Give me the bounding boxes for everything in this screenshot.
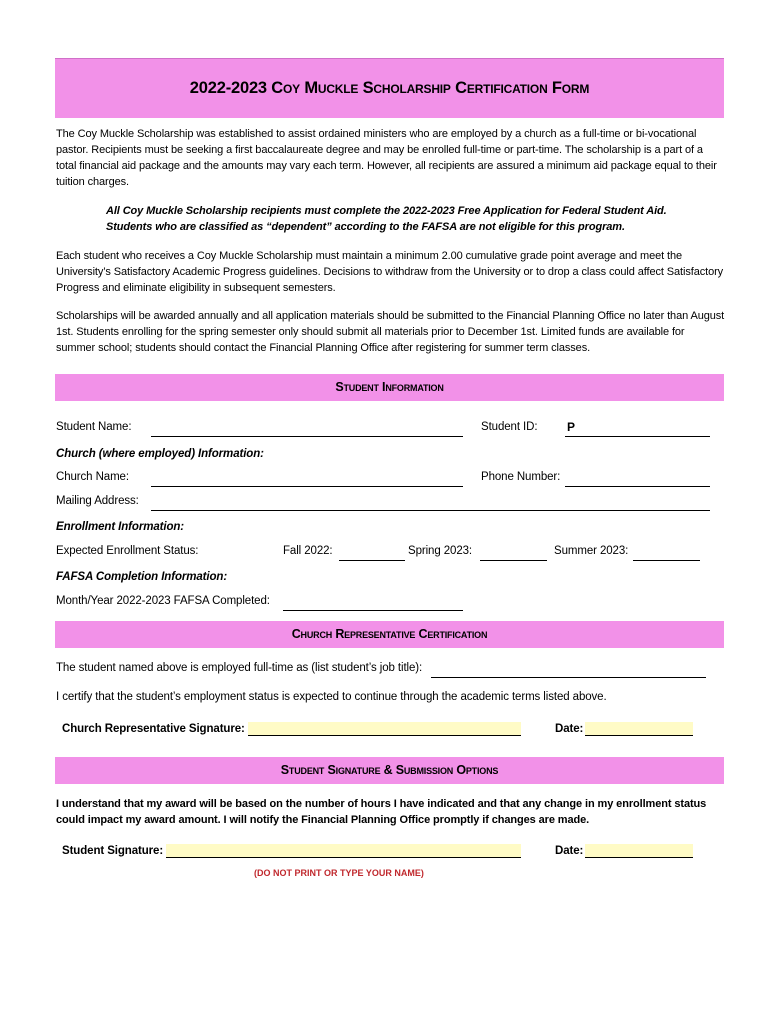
mailing-address-field[interactable] [151,510,710,511]
spring-2023-label: Spring 2023: [408,545,473,557]
student-signature-label: Student Signature: [62,845,164,857]
student-signature-field[interactable] [166,844,521,858]
fall-2022-label: Fall 2022: [283,545,333,557]
fafsa-completed-label: Month/Year 2022-2023 FAFSA Completed: [56,595,270,607]
student-info-band [55,374,724,401]
student-id-field[interactable] [565,436,710,437]
expected-enrollment-label: Expected Enrollment Status: [56,545,199,557]
fafsa-notice: All Coy Muckle Scholarship recipients must complete the 2022-2023 Free Application for Federal Student Aid. Students who are classified as “dependent” according to the FAFSA are not eligible for this program. [106,205,667,233]
summer-2023-label: Summer 2023: [554,545,629,557]
student-info-title: Student Information [335,380,444,394]
student-date-field[interactable] [585,844,693,858]
submission-band [55,757,724,784]
church-rep-signature-field[interactable] [248,722,521,736]
student-name-field[interactable] [151,436,463,437]
church-cert-band [55,621,724,648]
form-title-band [55,58,724,118]
church-rep-date-label: Date: [555,723,584,735]
student-id-label: Student ID: [481,421,538,433]
understand-statement: I understand that my award will be based on the number of hours I have indicated and that any change in my enrollment status could impact my award amount. I will notify the Financial Planning Office promptly if changes are made. [56,798,707,826]
award-paragraph: Scholarships will be awarded annually and all application materials should be submitted to the Financial Planning Office no later than August 1st. Students enrolling for the spring semester only should submit all materials prior to December 1st. Limited funds are available for summer school; students should contact the Financial Planning Office after registering for summer term classes. [56,310,725,354]
certify-statement: I certify that the student’s employment status is expected to continue through the academic terms listed above. [56,691,607,703]
phone-number-field[interactable] [565,486,710,487]
submission-title: Student Signature & Submission Options [280,763,499,777]
gpa-paragraph: Each student who receives a Coy Muckle Scholarship must maintain a minimum 2.00 cumulative grade point average and meet the University’s Satisfactory Academic Progress guidelines. Decisions to withdraw from the University or to drop a class could affect Satisfactory Progress and eliminate eligibility in subsequent semesters. [56,250,724,294]
intro-paragraph: The Coy Muckle Scholarship was established to assist ordained ministers who are employed by a church as a full-time or bi-vocational pastor. Recipients must be seeking a first baccalaureate degree and may be enrolled full-time or part-time. The scholarship is a part of a total financial aid package and the amounts may vary each term. However, all recipients are assured a minimum aid package equal to their tuition charges. [56,128,717,188]
fafsa-completed-field[interactable] [283,610,463,611]
fall-2022-field[interactable] [339,560,405,561]
student-name-label: Student Name: [56,421,132,433]
church-rep-date-field[interactable] [585,722,693,736]
job-title-field[interactable] [431,677,706,678]
student-date-label: Date: [555,845,584,857]
church-info-header: Church (where employed) Information: [56,448,264,460]
summer-2023-field[interactable] [633,560,700,561]
student-id-prefix: P [567,420,576,434]
spring-2023-field[interactable] [480,560,547,561]
church-name-field[interactable] [151,486,463,487]
fafsa-info-header: FAFSA Completion Information: [56,571,228,583]
church-name-label: Church Name: [56,471,129,483]
form-title: 2022-2023 Coy Muckle Scholarship Certification Form [189,79,590,97]
church-rep-signature-label: Church Representative Signature: [62,723,245,735]
job-title-label: The student named above is employed full-time as (list student’s job title): [56,662,423,674]
church-cert-title: Church Representative Certification [291,627,488,641]
enrollment-info-header: Enrollment Information: [56,521,185,533]
signature-note: (DO NOT PRINT OR TYPE YOUR NAME) [254,868,424,878]
mailing-address-label: Mailing Address: [56,495,139,507]
phone-number-label: Phone Number: [481,471,561,483]
